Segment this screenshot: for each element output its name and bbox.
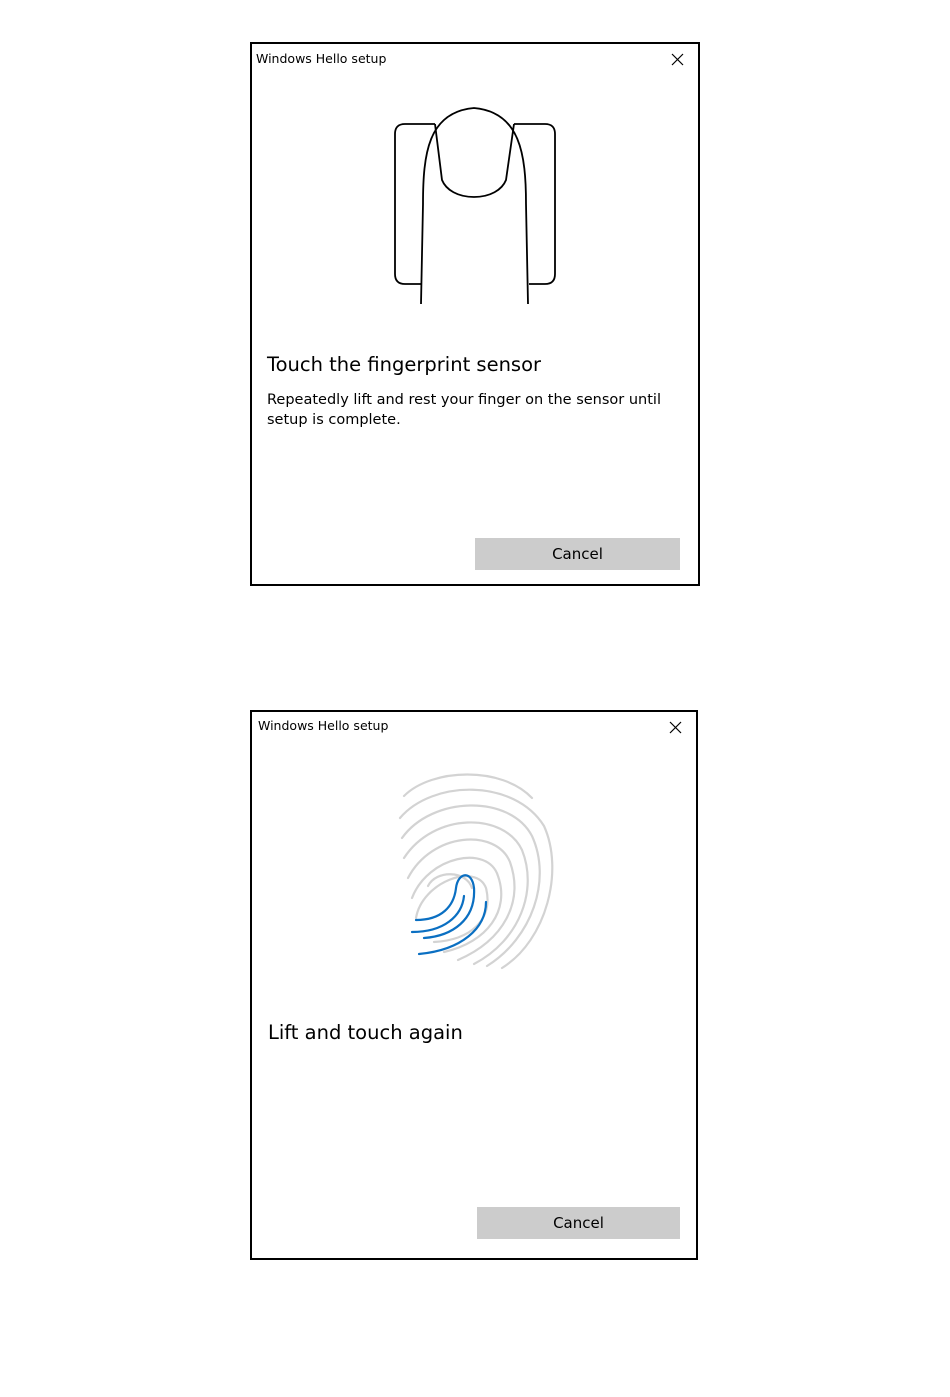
cancel-button[interactable]: Cancel bbox=[477, 1207, 680, 1239]
finger-on-sensor-illustration bbox=[392, 104, 560, 308]
close-icon[interactable] bbox=[666, 48, 690, 72]
instructions-text: Repeatedly lift and rest your finger on the sensor until setup is complete. bbox=[267, 392, 661, 428]
page-title: Touch the fingerprint sensor bbox=[267, 353, 542, 376]
windows-hello-dialog-lift bbox=[250, 710, 698, 1260]
close-icon[interactable] bbox=[664, 716, 688, 740]
page-title: Lift and touch again bbox=[268, 1021, 463, 1044]
windows-hello-dialog-touch bbox=[250, 42, 700, 586]
window-title: Windows Hello setup bbox=[258, 718, 389, 733]
fingerprint-progress-illustration bbox=[392, 770, 562, 980]
window-title: Windows Hello setup bbox=[256, 51, 387, 66]
cancel-button[interactable]: Cancel bbox=[475, 538, 680, 570]
